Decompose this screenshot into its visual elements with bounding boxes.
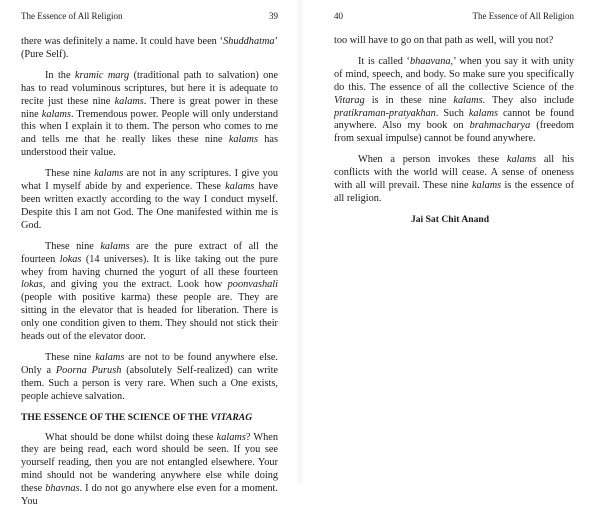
right-running-head (334, 10, 574, 22)
italic-term: pratikraman-pratyakhan (334, 107, 436, 119)
left-paragraph: These nine kalams are not to be found anywhere else. Only a Poorna Purush (absolutely Self-realized) can write them. Such a person is very rare. When such a One exists, people achieve salvation. (21, 351, 279, 402)
left-running-head (21, 10, 278, 22)
left-page (0, 0, 300, 508)
italic-term: bhavnas (45, 483, 80, 495)
italic-term: poonvashali (227, 279, 278, 291)
right-header-title: The Essence of All Religion (472, 11, 574, 21)
italic-term: kalams (453, 94, 483, 106)
left-header-title: The Essence of All Religion (21, 11, 123, 21)
left-paragraph: These nine kalams are the pure extract of all the fourteen lokas (14 universes). It is like taking out the pure whey from having churned the yogurt of all these fourteen lokas, and giving you the extract. Look how poonvashali (people with positive karma) these people are. They are sitting in the elevator that is headed for liberation. There is only one condition given to them. They should not stick their heads out of the elevator door. (21, 240, 278, 343)
italic-term: kalams (468, 107, 499, 119)
italic-term: kramic marg (74, 69, 130, 81)
italic-term: brahmacharya (469, 120, 531, 132)
italic-term: Vitarag (334, 94, 365, 106)
italic-term: kalams (228, 134, 258, 146)
italic-term: kalams (95, 351, 125, 363)
italic-term: lokas (21, 279, 43, 291)
left-page-number: 39 (269, 11, 278, 21)
italic-term: Poorna Purush (55, 364, 122, 376)
italic-term: kalams (506, 154, 537, 166)
italic-term: kalams (94, 168, 124, 180)
right-paragraph: When a person invokes these kalams all his conflicts with the world will cease. A sense of oneness with all will prevail. These nine kalams is the essence of all religion. (334, 154, 575, 204)
section-heading: THE ESSENCE OF THE SCIENCE OF THE VITARAG (21, 411, 253, 423)
italic-term: kalams (41, 108, 71, 120)
italic-term: bhaavana, (409, 55, 454, 67)
italic-term: VITARAG (210, 411, 253, 423)
right-paragraph: It is called ‘bhaavana,’ when you say it with unity of mind, speech, and body. So make sure you specifically do this. The essence of all the collective Science of the Vitarag is in these nine kalams. They also include pratikraman-pratyakhan. Such kalams cannot be found anywhere. Also my book on brahmacharya (freedom from sexual impulse) cannot be found anywhere. (334, 55, 574, 145)
italic-term: kalams (225, 181, 255, 193)
right-page (300, 0, 599, 484)
italic-term: kalams (471, 180, 502, 192)
closing-line: Jai Sat Chit Anand (410, 213, 490, 225)
italic-term: kalams (114, 95, 144, 107)
left-paragraph: These nine kalams are not in any scriptures. I give you what I myself abide by and experience. These kalams have been written exactly according to the way I conduct myself. Despite this I am not God. The One manifested within me is God. (21, 168, 279, 231)
left-paragraph: In the kramic marg (traditional path to salvation) one has to read voluminous scriptures, but here it is adequate to recite just these nine kalams. There is great power in these nine kalams. Tremendous power. People will only understand this when I explain it to them. The person who comes to me and tells me that he really likes these nine kalams has understood their value. (21, 69, 279, 159)
italic-term: kalams (100, 240, 130, 252)
right-page-number: 40 (334, 11, 343, 21)
right-paragraph: too will have to go on that path as well, will you not? (334, 35, 554, 46)
italic-term: Shuddhatma (223, 36, 275, 47)
left-paragraph: What should be done whilst doing these kalams? When they are being read, each word should be seen. If you see yourself reading, then you are not entangled elsewhere. Your mind should not be wandering anywhere else while doing these bhavnas. I do not go anywhere else even for a moment. You (21, 431, 278, 508)
italic-term: kalams (216, 431, 246, 443)
left-paragraph: there was definitely a name. It could have been ‘Shuddhatma’ (Pure Self). (21, 36, 278, 60)
italic-term: lokas (59, 253, 82, 265)
